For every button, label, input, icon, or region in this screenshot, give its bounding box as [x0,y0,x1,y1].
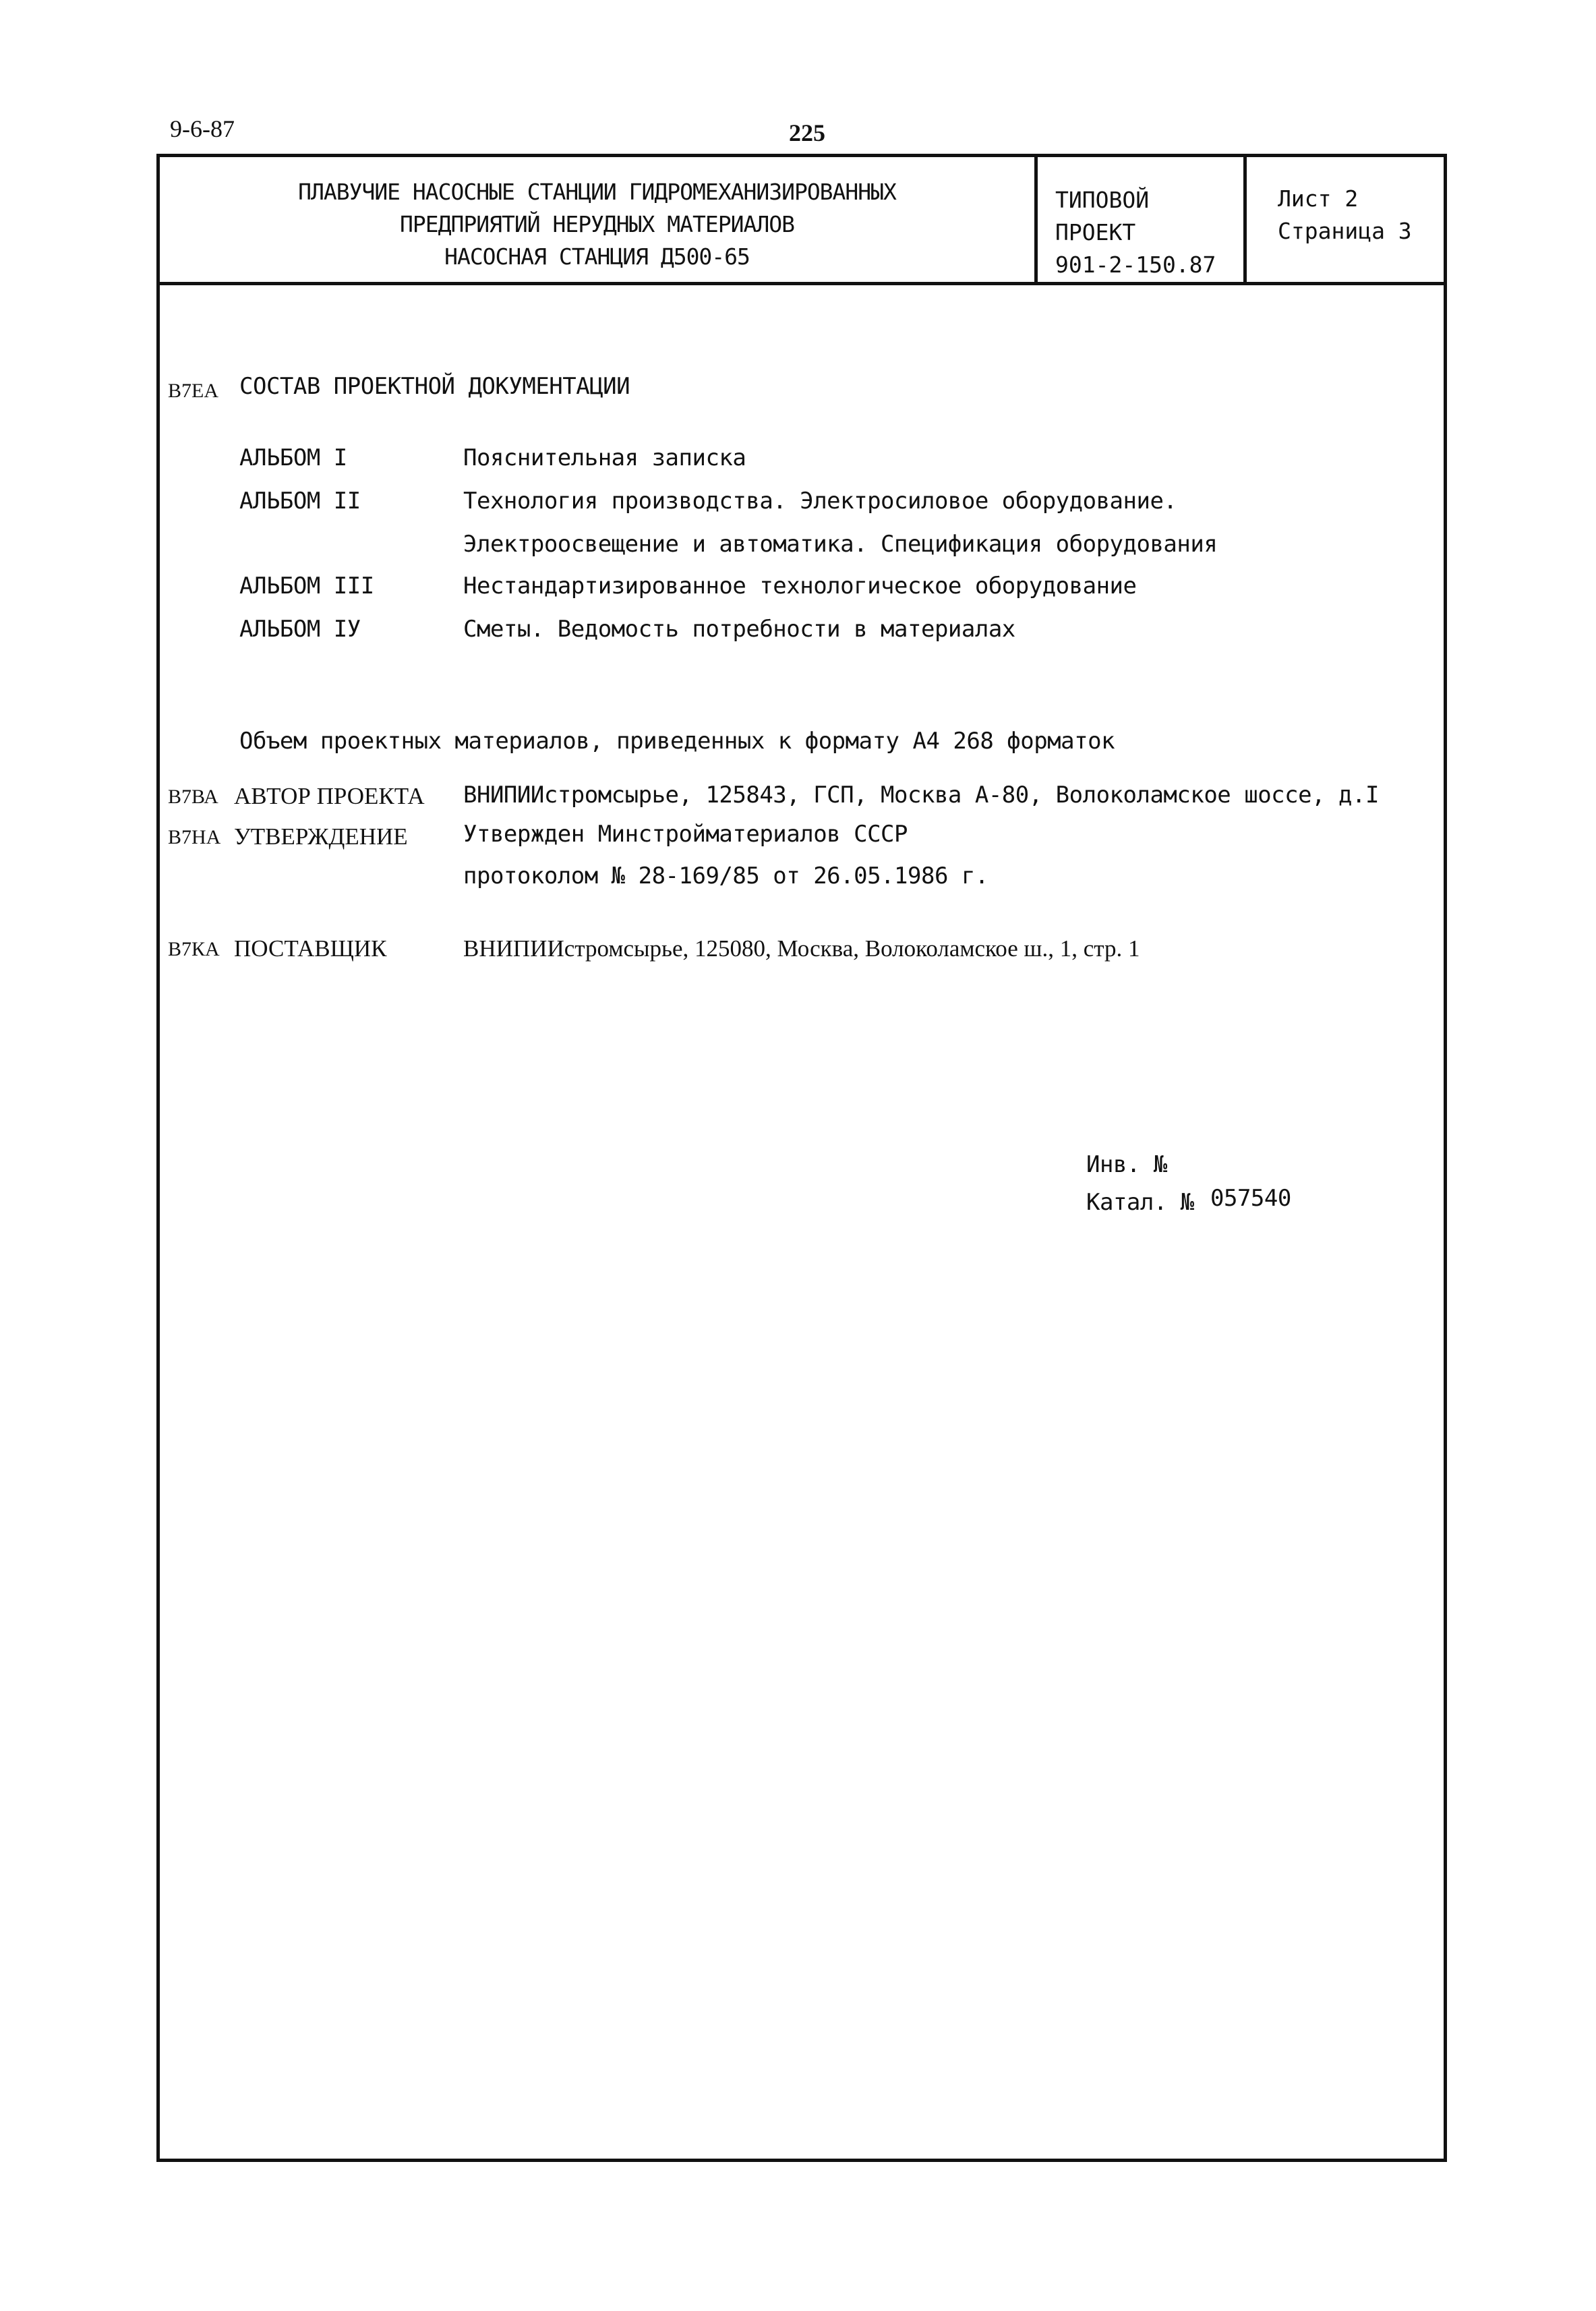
title-block-title [160,157,1038,282]
album-4-label: АЛЬБОМ IУ [239,616,361,643]
title-line-1: ПЛАВУЧИЕ НАСОСНЫЕ СТАНЦИИ ГИДРОМЕХАНИЗИРОВАННЫХ [298,179,896,205]
album-1-text: Пояснительная записка [463,444,746,471]
title-block-project [1038,157,1247,282]
album-2-label: АЛЬБОМ II [239,488,361,515]
album-1-label: АЛЬБОМ I [239,444,347,471]
album-3-label: АЛЬБОМ III [239,573,374,599]
sheet-number: Лист 2 [1278,185,1359,212]
composition-heading: СОСТАВ ПРОЕКТНОЙ ДОКУМЕНТАЦИИ [239,373,630,400]
volume-note: Объем проектных материалов, приведенных к формату А4 268 форматок [239,728,1115,755]
catalog-label: Катал. № [1086,1189,1194,1216]
page-frame [156,154,1447,2162]
catalog-number: 057540 [1210,1185,1291,1212]
composition-code: В7ЕА [168,380,218,402]
album-4-text: Сметы. Ведомость потребности в материалах [463,616,1015,643]
project-line-1: ТИПОВОЙ [1055,187,1150,213]
album-2-continuation-text: Электроосвещение и автоматика. Спецификация оборудования [463,531,1218,558]
title-block [160,157,1444,285]
page-number: 225 [789,119,825,146]
project-number: 901-2-150.87 [1055,252,1216,278]
supplier-label: ПОСТАВЩИК [234,935,387,962]
title-line-3: НАСОСНАЯ СТАНЦИЯ Д500-65 [444,243,750,270]
album-2-text: Технология производства. Электросиловое оборудование. [463,488,1177,515]
author-label: АВТОР ПРОЕКТА [234,783,425,809]
title-line-2: ПРЕДПРИЯТИЙ НЕРУДНЫХ МАТЕРИАЛОВ [400,211,794,237]
album-3-text: Нестандартизированное технологическое оборудование [463,573,1137,599]
supplier-code: В7КА [168,938,220,960]
author-code: В7ВА [168,786,218,808]
page-label: Страница 3 [1278,218,1412,244]
approval-line-2: протоколом № 28-169/85 от 26.05.1986 г. [463,862,988,889]
inventory-label: Инв. № [1086,1151,1167,1178]
approval-label: УТВЕРЖДЕНИЕ [234,823,408,850]
author-text: ВНИПИИстромсырье, 125843, ГСП, Москва А-80, Волоколамское шоссе, д.I [463,782,1379,809]
approval-line-1: Утвержден Минстройматериалов СССР [463,821,908,848]
project-line-2: ПРОЕКТ [1055,219,1136,245]
supplier-text: ВНИПИИстромсырье, 125080, Москва, Волоколамское ш., 1, стр. 1 [463,935,1140,962]
document-code: 9-6-87 [170,115,235,142]
title-block-sheet [1247,157,1444,282]
approval-code: В7НА [168,826,221,848]
